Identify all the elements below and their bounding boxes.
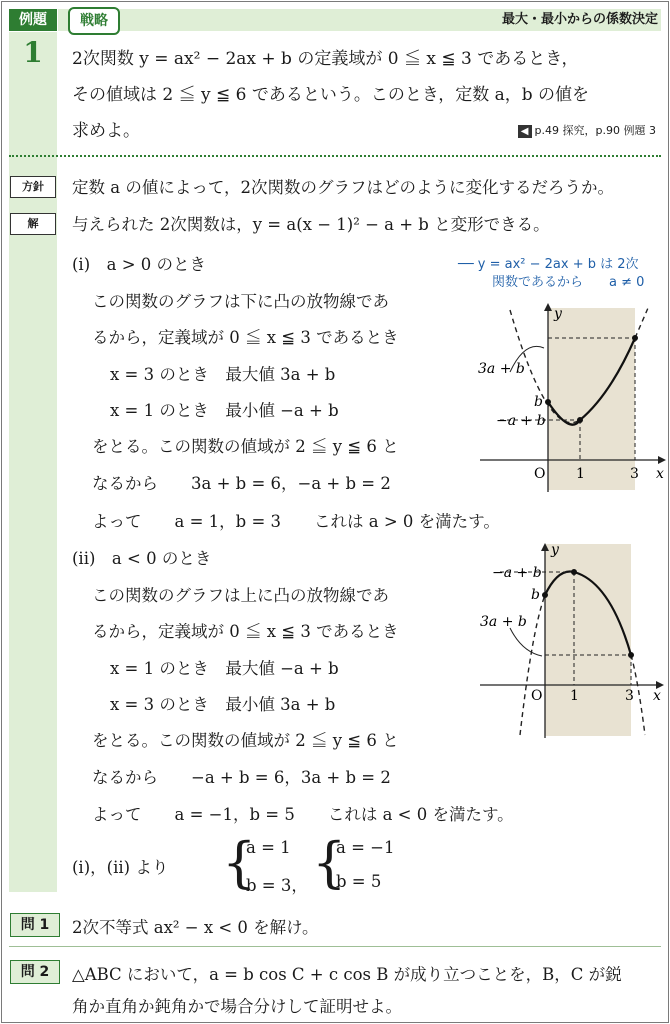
case1-line-1: この関数のグラフは下に凸の放物線であ [92,292,389,311]
answer2-a: a = −1 [336,838,395,857]
question-1-label: 問 1 [10,913,60,937]
solution-intro: 与えられた 2次関数は，y = a(x − 1)² − a + b と変形できる。 [72,215,550,234]
example-label: 例題 [9,9,57,31]
label-3a-plus-b: 3a + b [478,361,525,377]
brace-left-2: { [312,831,347,894]
question-1-text: 2次不等式 ax² − x < 0 を解け。 [72,918,319,937]
y-label: y [551,542,559,558]
problem-line-2: その値域は 2 ≦ y ≦ 6 であるという。このとき，定数 a，b の値を [72,85,590,105]
strategy-badge: 戦略 [68,7,120,35]
problem-line-3: 求めよ。 [72,121,140,141]
label-min: −a + b [496,413,546,429]
case2-line-5: をとる。この関数の値域が 2 ≦ y ≦ 6 と [92,731,399,750]
case2-line-1: この関数のグラフは上に凸の放物線であ [92,586,389,605]
case1-heading: (i) a > 0 のとき [72,255,207,274]
problem-line-1: 2次関数 y = ax² − 2ax + b の定義域が 0 ≦ x ≦ 3 であるとき， [72,49,579,69]
case2-line-3: x = 1 のとき 最大値 −a + b [110,659,339,678]
solution-tag: 解 [10,213,56,235]
arrow-left-icon: ◀ [518,125,532,138]
tick-3: 3 [625,688,634,704]
x-axis-arrow [658,456,666,464]
answer1-a: a = 1 [246,838,291,857]
label-3a-plus-b: 3a + b [480,614,527,630]
point-vertex [571,569,577,575]
point-max [632,335,638,341]
origin-label: O [534,466,546,482]
case2-line-2: るから，定義域が 0 ≦ x ≦ 3 であるとき [92,622,399,641]
point-b [545,399,551,405]
case1-line-5: をとる。この関数の値域が 2 ≦ y ≦ 6 と [92,437,399,456]
label-b: b [531,587,540,603]
policy-text: 定数 a の値によって，2次関数のグラフはどのように変化するだろうか。 [72,178,614,197]
problem-title: 最大・最小からの係数決定 [501,12,658,27]
case1-line-3: x = 3 のとき 最大値 3a + b [110,365,336,384]
y-axis-arrow [544,303,552,311]
answer2-b: b = 5 [336,872,382,891]
tick-1: 1 [576,466,585,482]
question-divider [9,946,661,947]
tick-1: 1 [570,688,579,704]
reference-text: p.49 探究，p.90 例題 3 [534,124,656,137]
side-note-line-2: 関数であるから a ≠ 0 [492,275,645,290]
point-min [628,652,634,658]
dotted-divider [9,155,661,157]
case2-line-4: x = 3 のとき 最小値 3a + b [110,695,336,714]
case2-line-7: よって a = −1，b = 5 これは a < 0 を満たす。 [92,805,514,824]
question-2-line-2: 角か直角か鈍角かで場合分けして証明せよ。 [72,997,402,1016]
question-2-line-1: △ABC において，a = b cos C + c cos B が成り立つことを，B，C が鋭 [72,965,622,984]
label-max: −a + b [492,565,542,581]
left-margin-band [9,32,57,892]
label-b: b [534,394,543,410]
case2-heading: (ii) a < 0 のとき [72,549,212,568]
point-vertex [577,417,583,423]
x-label: x [656,466,664,482]
graph-case1 [470,300,670,495]
conclusion-lead: (i)，(ii) より [72,858,169,877]
case2-line-6: なるから −a + b = 6，3a + b = 2 [92,768,391,787]
point-b [542,592,548,598]
case1-line-4: x = 1 のとき 最小値 −a + b [110,401,339,420]
domain-shade [545,544,631,736]
answer1-b: b = 3， [246,876,308,895]
policy-tag: 方針 [10,176,56,198]
question-2-label: 問 2 [10,960,60,984]
example-number: 1 [23,36,43,69]
parabola-outside-right [635,308,648,338]
graph-case2 [470,540,670,740]
side-note-line-1: ── y = ax² − 2ax + b は 2次 [458,257,639,272]
tick-3: 3 [630,466,639,482]
side-note [458,256,668,292]
origin-label: O [531,688,543,704]
brace-left-1: { [222,831,257,894]
domain-shade [548,308,635,490]
case1-line-2: るから，定義域が 0 ≦ x ≦ 3 であるとき [92,328,399,347]
x-label: x [653,688,661,704]
case1-line-7: よって a = 1，b = 3 これは a > 0 を満たす。 [92,512,500,531]
case1-line-6: なるから 3a + b = 6，−a + b = 2 [92,474,391,493]
reference-link[interactable] [518,122,656,138]
y-label: y [554,306,562,322]
label-pointer [510,628,542,656]
